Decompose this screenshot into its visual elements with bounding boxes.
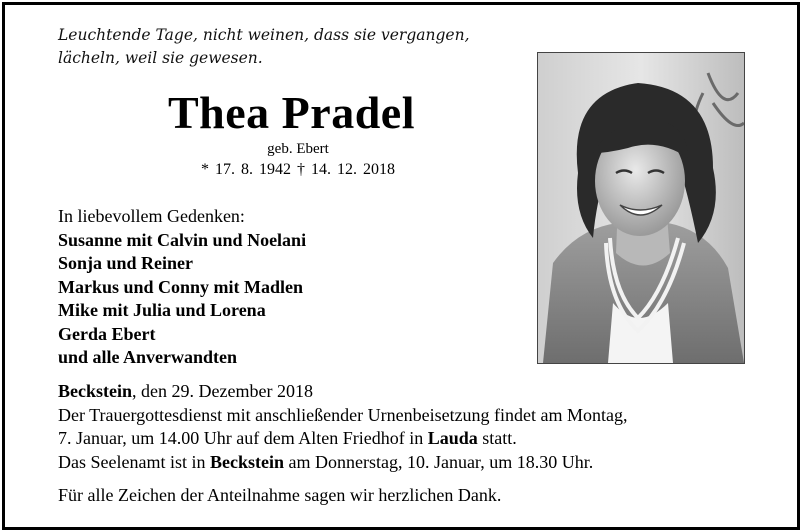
- service-detail: 7. Januar, um 14.00 Uhr auf dem Alten Friedhof in: [58, 428, 428, 448]
- mourner-entry: Sonja und Reiner: [58, 253, 194, 273]
- notice-date: , den 29. Dezember 2018: [132, 381, 313, 401]
- mourner-entry: und alle Anverwandten: [58, 347, 238, 367]
- service-line-1: Der Trauergottesdienst mit anschließender Urnenbeisetzung findet am Montag,: [58, 404, 628, 425]
- mourner-entry: Markus und Conny mit Madlen: [58, 276, 304, 297]
- portrait-image: [538, 53, 744, 363]
- mourner-entry: Susanne mit Calvin und Noelani: [58, 229, 307, 250]
- requiem-town: Beckstein: [209, 451, 284, 472]
- deceased-name: Thea Pradel: [168, 87, 415, 138]
- mourner-entry: Mike mit Julia und Lorena: [58, 300, 266, 320]
- portrait-photo: [537, 52, 745, 364]
- service-end: statt.: [477, 428, 517, 448]
- life-dates: * 17. 8. 1942 † 14. 12. 2018: [201, 161, 395, 178]
- service-line-2: [58, 427, 778, 451]
- requiem-start: Das Seelenamt ist in: [58, 451, 210, 472]
- service-town: Lauda: [427, 428, 478, 448]
- place-date-line: [58, 380, 778, 404]
- mourners-intro: In liebevollem Gedenken:: [58, 206, 245, 226]
- requiem-line: [58, 451, 778, 475]
- memorial-quote: [58, 24, 528, 70]
- mourners-list: [58, 205, 528, 370]
- quote-line-1: Leuchtende Tage, nicht weinen, dass sie vergangen,: [58, 26, 470, 44]
- quote-line-2: lächeln, weil sie gewesen.: [58, 49, 263, 67]
- funeral-notice: [58, 380, 778, 474]
- mourner-entry: Gerda Ebert: [58, 323, 156, 344]
- place-name: Beckstein: [58, 381, 132, 401]
- birth-name: geb. Ebert: [267, 141, 329, 157]
- requiem-detail: am Donnerstag, 10. Januar, um 18.30 Uhr.: [283, 451, 594, 472]
- thanks-line: Für alle Zeichen der Anteilnahme sagen wir herzlichen Dank.: [58, 485, 502, 505]
